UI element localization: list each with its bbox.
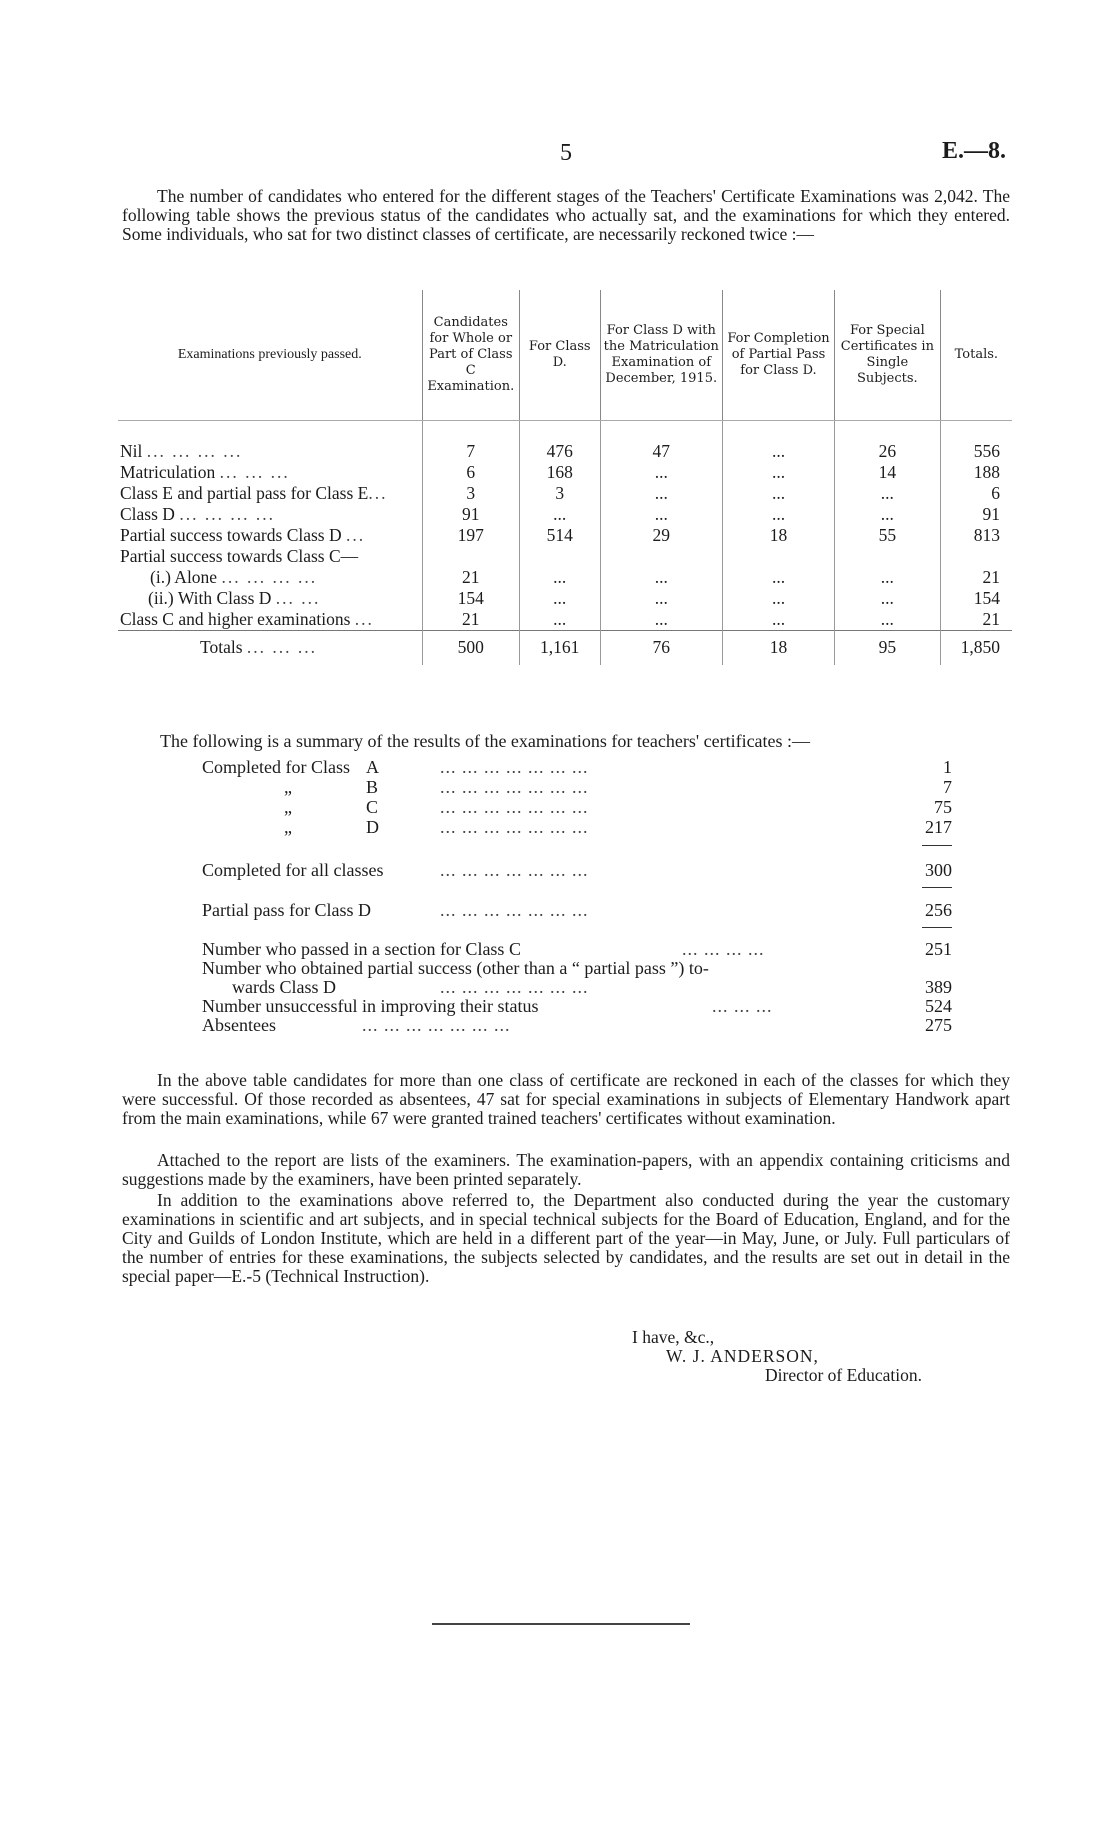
cell: ... (519, 609, 600, 631)
signature-title: Director of Education. (765, 1365, 922, 1385)
cell: ... (723, 567, 835, 588)
summary-value: 300 (925, 860, 952, 880)
leader-dots: ... ... ... ... ... ... ... (440, 757, 589, 777)
cell: 21 (422, 609, 519, 631)
cell: 168 (519, 462, 600, 483)
all-classes-label: Completed for all classes (202, 860, 384, 880)
cell (835, 546, 941, 567)
paragraph-reckoning: In the above table candidates for more than one class of certificate are reckoned in each of the classes for which they were successful. Of those recorded as absentees, 47 sat for special examinations in subjects of Elementary Handwork apart from the main examinations, while 67 were granted trained teachers' certificates without examination. (122, 1070, 1010, 1128)
cell-total: 1,850 (940, 630, 1012, 665)
closing-rule (432, 1623, 690, 1625)
leader-dots: ... ... ... ... ... ... ... (440, 797, 589, 817)
class-letter: A (366, 757, 379, 777)
row-label: Nil (120, 440, 143, 461)
section-c-label: Number who passed in a section for Class C (202, 939, 521, 959)
table-body (118, 420, 1012, 665)
header-previous-exams: Examinations previously passed. (118, 290, 422, 420)
table-row (118, 504, 1012, 525)
header-totals: Totals. (940, 290, 1012, 420)
cell: 3 (519, 483, 600, 504)
cell: ... (835, 567, 941, 588)
ditto-mark: „ (284, 797, 292, 817)
unsuccessful-label: Number unsuccessful in improving their status (202, 996, 539, 1016)
cell: ... (519, 504, 600, 525)
table-row (118, 483, 1012, 504)
cell: ... (519, 588, 600, 609)
cell: ... (835, 504, 941, 525)
leader-dots: ... ... ... ... (682, 939, 765, 959)
absentees-label: Absentees (202, 1015, 276, 1035)
cell: 55 (835, 525, 941, 546)
row-leader: ... ... ... (219, 461, 290, 482)
summary-value: 524 (925, 996, 952, 1016)
class-letter: C (366, 797, 379, 817)
summary-value: 75 (934, 797, 952, 817)
header-completion: For Completion of Partial Pass for Class D. (723, 290, 835, 420)
class-letter: B (366, 777, 379, 797)
row-leader: ... (354, 608, 374, 629)
cell-total (940, 546, 1012, 567)
cell (422, 546, 519, 567)
row-leader: ... ... ... (246, 637, 318, 657)
leader-dots: ... ... ... (712, 996, 773, 1016)
cell: 21 (422, 567, 519, 588)
cell: 14 (835, 462, 941, 483)
header-class-d: For Class D. (519, 290, 600, 420)
summary-value: 251 (925, 939, 952, 959)
cell: ... (723, 588, 835, 609)
cell: ... (600, 462, 722, 483)
paragraph-examiners: Attached to the report are lists of the examiners. The examination-papers, with an appendix containing criticisms and suggestions made by the examiners, have been printed separately. (122, 1150, 1010, 1189)
table-row (118, 609, 1012, 631)
row-leader: ... ... ... ... (179, 503, 275, 524)
class-letter: D (366, 817, 379, 837)
summary-intro: The following is a summary of the results of the examinations for teachers' certificates :— (160, 731, 811, 751)
leader-dots: ... ... ... ... ... ... ... (440, 900, 589, 920)
cell: 26 (835, 441, 941, 462)
table-row (118, 441, 1012, 462)
row-leader: ... ... ... ... (146, 440, 243, 461)
cell: 3 (422, 483, 519, 504)
cell-total: 91 (940, 504, 1012, 525)
cell: ... (723, 609, 835, 631)
row-label: Matriculation (120, 461, 216, 482)
row-label: Partial success towards Class D (120, 524, 342, 545)
document-reference: E.—8. (942, 138, 1007, 164)
ditto-mark: „ (284, 777, 292, 797)
cell (723, 546, 835, 567)
cell: ... (600, 609, 722, 631)
totals-row (118, 630, 1012, 665)
signature-name: W. J. ANDERSON, (666, 1346, 819, 1366)
cell: ... (600, 588, 722, 609)
totals-label: Totals (200, 637, 243, 657)
cell-total: 188 (940, 462, 1012, 483)
leader-dots: ... ... ... ... ... ... ... (440, 860, 589, 880)
cell: ... (835, 588, 941, 609)
partial-pass-label: Partial pass for Class D (202, 900, 371, 920)
partial-success-label-cont: wards Class D (232, 977, 336, 997)
cell: 91 (422, 504, 519, 525)
completed-label: Completed for Class (202, 757, 350, 777)
leader-dots: ... ... ... ... ... ... ... (440, 817, 589, 837)
header-special-certificates: For Special Certificates in Single Subjects. (835, 290, 941, 420)
row-label: (ii.) With Class D (148, 587, 272, 608)
row-label: Class E and partial pass for Class E (120, 482, 369, 503)
cell: ... (835, 609, 941, 631)
cell: 76 (600, 630, 722, 665)
row-leader: ... (346, 524, 366, 545)
cell: 476 (519, 441, 600, 462)
cell: 6 (422, 462, 519, 483)
cell: 7 (422, 441, 519, 462)
cell: ... (723, 483, 835, 504)
row-label: Class D (120, 503, 175, 524)
sum-rule (922, 887, 952, 888)
summary-value: 275 (925, 1015, 952, 1035)
row-label: (i.) Alone (150, 566, 218, 587)
leader-dots: ... ... ... ... ... ... ... (440, 777, 589, 797)
row-leader: ... (368, 482, 388, 503)
cell (600, 546, 722, 567)
leader-dots: ... ... ... ... ... ... ... (362, 1015, 511, 1035)
cell: ... (519, 567, 600, 588)
cell: ... (723, 504, 835, 525)
sum-rule (922, 845, 952, 846)
table-row (118, 546, 1012, 567)
cell: ... (723, 441, 835, 462)
cell-total: 6 (940, 483, 1012, 504)
cell-total: 21 (940, 567, 1012, 588)
row-leader: ... ... (275, 587, 321, 608)
cell: 29 (600, 525, 722, 546)
intro-paragraph: The number of candidates who entered for the different stages of the Teachers' Certificate Examinations was 2,042. The following table shows the previous status of the candidates who actually sat, and the examinations for which they entered. Some individuals, who sat for two distinct classes of certificate, are necessarily reckoned twice :— (122, 186, 1010, 244)
paragraph-other-exams: In addition to the examinations above referred to, the Department also conducted during the year the customary examinations in scientific and art subjects, and in special technical subjects for the Board of Education, England, and for the City and Guilds of London Institute, which are held in a different part of the year—in May, June, or July. Full particulars of the number of entries for these examinations, the subjects selected by candidates, and the results are set out in detail in the special paper—E.-5 (Technical Instruction). (122, 1190, 1010, 1286)
cell: ... (600, 567, 722, 588)
signature-closing: I have, &c., (632, 1327, 715, 1347)
row-leader: ... ... ... ... (221, 566, 318, 587)
cell: 95 (835, 630, 941, 665)
cell: 154 (422, 588, 519, 609)
header-class-d-matric: For Class D with the Matriculation Examination of December, 1915. (600, 290, 722, 420)
cell: 1,161 (519, 630, 600, 665)
cell-total: 21 (940, 609, 1012, 631)
partial-success-label: Number who obtained partial success (other than a “ partial pass ”) to- (202, 958, 709, 978)
cell (519, 546, 600, 567)
cell: 500 (422, 630, 519, 665)
summary-value: 256 (925, 900, 952, 920)
cell: 197 (422, 525, 519, 546)
row-label: Class C and higher examinations (120, 608, 351, 629)
cell: ... (835, 483, 941, 504)
table-row (118, 588, 1012, 609)
cell: 18 (723, 630, 835, 665)
cell-total: 556 (940, 441, 1012, 462)
cell: ... (600, 504, 722, 525)
table-row (118, 462, 1012, 483)
ditto-mark: „ (284, 817, 292, 837)
table-row (118, 525, 1012, 546)
cell-total: 154 (940, 588, 1012, 609)
cell-total: 813 (940, 525, 1012, 546)
summary-value: 389 (925, 977, 952, 997)
cell: 18 (723, 525, 835, 546)
examinations-table (118, 290, 1012, 665)
summary-value: 217 (925, 817, 952, 837)
cell: ... (600, 483, 722, 504)
header-class-c: Candidates for Whole or Part of Class C Examination. (422, 290, 519, 420)
table-row (118, 567, 1012, 588)
summary-value: 7 (943, 777, 952, 797)
page-number: 5 (560, 140, 572, 166)
summary-value: 1 (943, 757, 952, 777)
leader-dots: ... ... ... ... ... ... ... (440, 977, 589, 997)
cell: 514 (519, 525, 600, 546)
cell: ... (723, 462, 835, 483)
sum-rule (922, 927, 952, 928)
row-label: Partial success towards Class C— (120, 545, 359, 566)
cell: 47 (600, 441, 722, 462)
